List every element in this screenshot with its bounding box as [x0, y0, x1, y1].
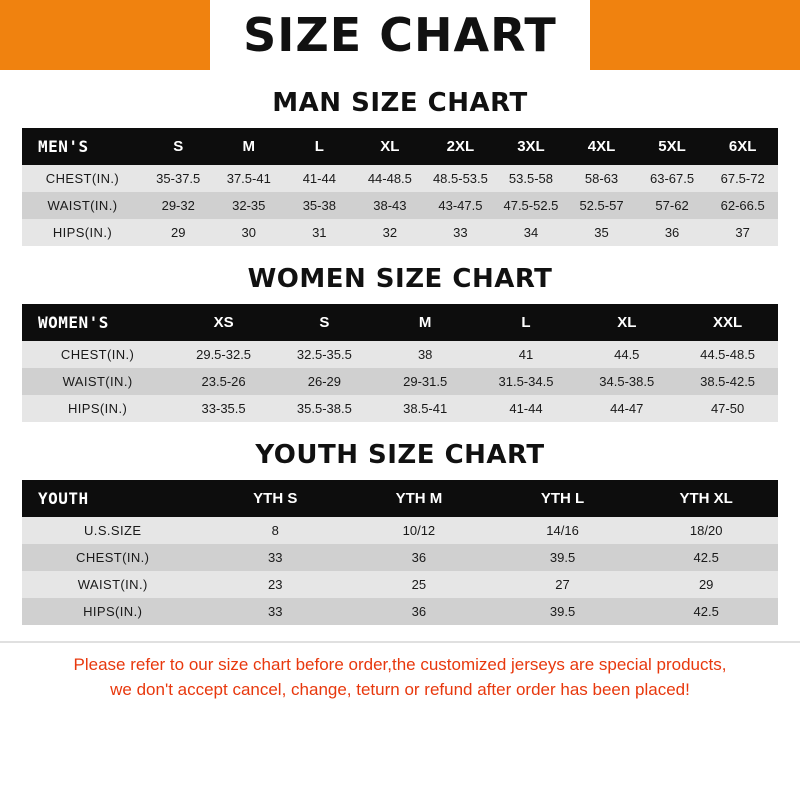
- footer-note-line-2: we don't accept cancel, change, teturn or refund after order has been placed!: [110, 679, 690, 699]
- cell: 32.5-35.5: [274, 341, 375, 368]
- table-row: [22, 395, 778, 422]
- cell: 41: [476, 341, 577, 368]
- cell: 31: [284, 219, 355, 246]
- row-label: WAIST(IN.): [22, 368, 173, 395]
- women-header-cell: WOMEN'S: [22, 304, 173, 341]
- cell: 29: [634, 571, 778, 598]
- cell: 32-35: [214, 192, 285, 219]
- cell: 33: [203, 544, 347, 571]
- banner-left-accent: [0, 0, 210, 70]
- youth-header-cell: YTH XL: [634, 480, 778, 517]
- table-header-row: [22, 480, 778, 517]
- cell: 62-66.5: [707, 192, 778, 219]
- men-size-table: [22, 128, 778, 246]
- women-section: [0, 264, 800, 422]
- cell: 36: [347, 598, 491, 625]
- cell: 23.5-26: [173, 368, 274, 395]
- cell: 23: [203, 571, 347, 598]
- cell: 36: [347, 544, 491, 571]
- cell: 33-35.5: [173, 395, 274, 422]
- cell: 8: [203, 517, 347, 544]
- men-header-cell: XL: [355, 128, 426, 165]
- women-header-cell: XXL: [677, 304, 778, 341]
- row-label: WAIST(IN.): [22, 192, 143, 219]
- men-header-cell: MEN'S: [22, 128, 143, 165]
- cell: 44-47: [576, 395, 677, 422]
- women-size-table: [22, 304, 778, 422]
- youth-table-head: [22, 480, 778, 517]
- cell: 10/12: [347, 517, 491, 544]
- cell: 29-31.5: [375, 368, 476, 395]
- cell: 63-67.5: [637, 165, 708, 192]
- table-row: [22, 544, 778, 571]
- women-header-cell: S: [274, 304, 375, 341]
- youth-section-title: YOUTH SIZE CHART: [255, 440, 545, 470]
- cell: 35-38: [284, 192, 355, 219]
- row-label: CHEST(IN.): [22, 165, 143, 192]
- cell: 34.5-38.5: [576, 368, 677, 395]
- men-table-body: [22, 165, 778, 246]
- youth-size-table: [22, 480, 778, 625]
- table-row: [22, 192, 778, 219]
- cell: 57-62: [637, 192, 708, 219]
- cell: 42.5: [634, 544, 778, 571]
- youth-header-cell: YTH S: [203, 480, 347, 517]
- cell: 31.5-34.5: [476, 368, 577, 395]
- men-header-cell: M: [214, 128, 285, 165]
- cell: 47-50: [677, 395, 778, 422]
- table-row: [22, 517, 778, 544]
- youth-header-cell: YTH M: [347, 480, 491, 517]
- cell: 41-44: [476, 395, 577, 422]
- row-label: HIPS(IN.): [22, 598, 203, 625]
- cell: 37: [707, 219, 778, 246]
- cell: 43-47.5: [425, 192, 496, 219]
- table-header-row: [22, 304, 778, 341]
- footer-note-line-1: Please refer to our size chart before order,the customized jerseys are special products,: [73, 655, 727, 674]
- cell: 53.5-58: [496, 165, 567, 192]
- cell: 32: [355, 219, 426, 246]
- men-table-head: [22, 128, 778, 165]
- cell: 41-44: [284, 165, 355, 192]
- footer-note: [0, 641, 800, 702]
- cell: 33: [203, 598, 347, 625]
- cell: 48.5-53.5: [425, 165, 496, 192]
- banner-right-accent: [590, 0, 800, 70]
- table-row: [22, 598, 778, 625]
- row-label: U.S.SIZE: [22, 517, 203, 544]
- cell: 38.5-41: [375, 395, 476, 422]
- cell: 18/20: [634, 517, 778, 544]
- cell: 35.5-38.5: [274, 395, 375, 422]
- cell: 35-37.5: [143, 165, 214, 192]
- table-row: [22, 571, 778, 598]
- women-header-cell: XL: [576, 304, 677, 341]
- table-row: [22, 368, 778, 395]
- cell: 33: [425, 219, 496, 246]
- women-section-title: WOMEN SIZE CHART: [247, 264, 553, 294]
- women-header-cell: L: [476, 304, 577, 341]
- men-header-cell: 5XL: [637, 128, 708, 165]
- men-header-cell: 4XL: [566, 128, 637, 165]
- table-row: [22, 165, 778, 192]
- cell: 30: [214, 219, 285, 246]
- cell: 29: [143, 219, 214, 246]
- cell: 36: [637, 219, 708, 246]
- men-header-cell: 2XL: [425, 128, 496, 165]
- cell: 44.5-48.5: [677, 341, 778, 368]
- page-title: SIZE CHART: [243, 8, 557, 62]
- cell: 38: [375, 341, 476, 368]
- cell: 39.5: [491, 544, 635, 571]
- cell: 25: [347, 571, 491, 598]
- cell: 42.5: [634, 598, 778, 625]
- cell: 39.5: [491, 598, 635, 625]
- youth-header-cell: YTH L: [491, 480, 635, 517]
- men-header-cell: 6XL: [707, 128, 778, 165]
- table-row: [22, 219, 778, 246]
- cell: 38-43: [355, 192, 426, 219]
- men-header-cell: L: [284, 128, 355, 165]
- header-banner: [0, 0, 800, 70]
- cell: 47.5-52.5: [496, 192, 567, 219]
- youth-table-body: [22, 517, 778, 625]
- cell: 58-63: [566, 165, 637, 192]
- cell: 52.5-57: [566, 192, 637, 219]
- cell: 67.5-72: [707, 165, 778, 192]
- men-section-title: MAN SIZE CHART: [272, 88, 528, 118]
- cell: 44-48.5: [355, 165, 426, 192]
- cell: 37.5-41: [214, 165, 285, 192]
- cell: 44.5: [576, 341, 677, 368]
- row-label: CHEST(IN.): [22, 341, 173, 368]
- men-header-cell: S: [143, 128, 214, 165]
- cell: 26-29: [274, 368, 375, 395]
- men-section: [0, 88, 800, 246]
- row-label: WAIST(IN.): [22, 571, 203, 598]
- women-header-cell: M: [375, 304, 476, 341]
- women-table-head: [22, 304, 778, 341]
- table-row: [22, 341, 778, 368]
- cell: 29.5-32.5: [173, 341, 274, 368]
- cell: 35: [566, 219, 637, 246]
- cell: 27: [491, 571, 635, 598]
- youth-section: [0, 440, 800, 625]
- row-label: HIPS(IN.): [22, 219, 143, 246]
- cell: 34: [496, 219, 567, 246]
- cell: 29-32: [143, 192, 214, 219]
- row-label: HIPS(IN.): [22, 395, 173, 422]
- table-header-row: [22, 128, 778, 165]
- women-header-cell: XS: [173, 304, 274, 341]
- men-header-cell: 3XL: [496, 128, 567, 165]
- cell: 38.5-42.5: [677, 368, 778, 395]
- cell: 14/16: [491, 517, 635, 544]
- youth-header-cell: YOUTH: [22, 480, 203, 517]
- women-table-body: [22, 341, 778, 422]
- row-label: CHEST(IN.): [22, 544, 203, 571]
